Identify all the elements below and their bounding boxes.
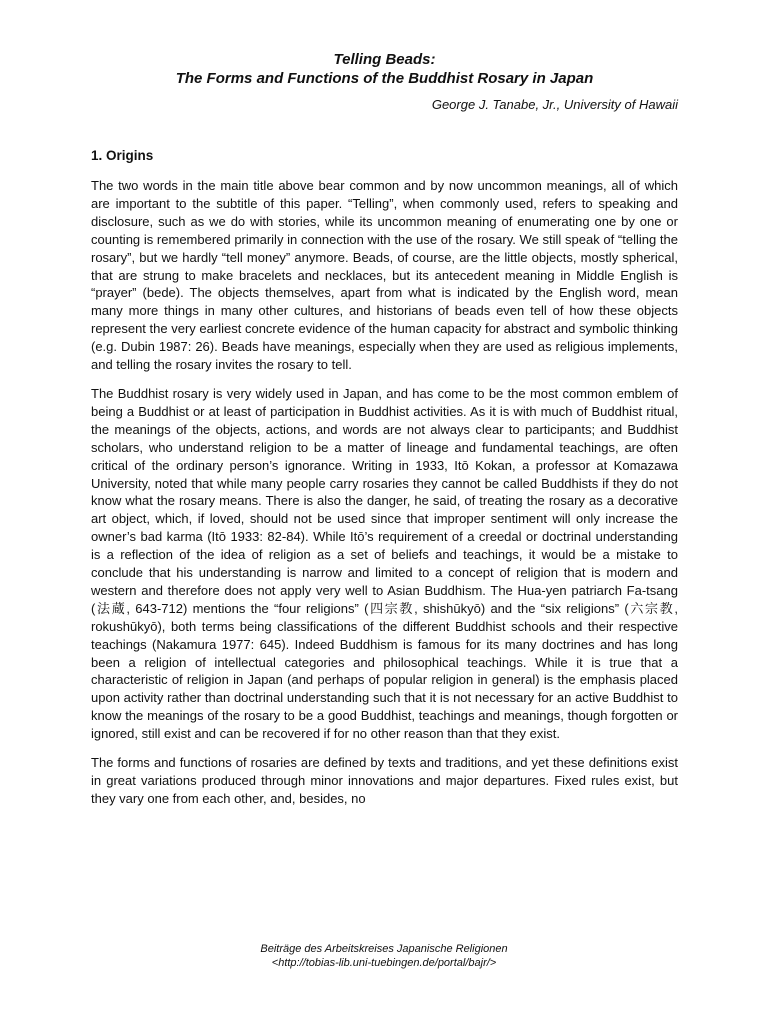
footer-url: <http://tobias-lib.uni-tuebingen.de/portal/bajr/> xyxy=(271,957,497,969)
paper-page xyxy=(91,50,678,808)
paper-title xyxy=(91,50,678,88)
author-affiliation: George J. Tanabe, Jr., University of Hawaii xyxy=(431,97,678,112)
footer-series-title: Beiträge des Arbeitskreises Japanische Religionen xyxy=(260,943,508,955)
body-paragraph-1: The two words in the main title above bear common and by now uncommon meanings, all of which are important to the subtitle of this paper. “Telling”, when commonly used, refers to speaking and disclosure, such as we do with stories, while its uncommon meaning of enumerating one by one or counting is remembered primarily in connection with the use of the rosary. We still speak of “telling the rosary”, but we hardly “tell money” anymore. Beads, of course, are the little objects, mostly spherical, that are strung to make bracelets and necklaces, but its antecedent meaning in Middle English is “prayer” (bede). The objects themselves, apart from what is indicated by the English word, mean many more things in many other cultures, and historians of beads even tell of how these objects represent the very earliest concrete evidence of the human capacity for abstract and symbolic thinking (e.g. Dubin 1987: 26). Beads have meanings, especially when they are used as religious implements, and telling the rosary invites the rosary to tell. xyxy=(91,178,678,373)
title-line-1: Telling Beads: xyxy=(333,51,436,68)
section-heading: 1. Origins xyxy=(91,148,154,163)
body-paragraph-2: The Buddhist rosary is very widely used in Japan, and has come to be the most common emblem of being a Buddhist or at least of participation in Buddhist activities. As it is with much of Buddhist ritual, the meanings of the objects, actions, and words are not always clear to participants; and Buddhist scholars, who understand religion to be a matter of lineage and fundamental teachings, are often critical of the ordinary person’s ignorance. Writing in 1933, Itō Kokan, a professor at Komazawa University, noted that while many people carry rosaries they cannot be called Buddhists if they do not know what the rosary means. There is also the danger, he said, of treating the rosary as a decorative art object, which, if loved, should not be used since that improper sentiment will only increase the owner’s bad karma (Itō 1933: 82-84). While Itō’s requirement of a creedal or doctrinal understanding is a reflection of the idea of religion as a set of beliefs and teachings, it would be a mistake to conclude that his understanding is narrow and limited to a concept of religion that is modern and western and therefore does not apply very well to Asian Buddhism. The Hua-yen patriarch Fa-tsang (法蔵, 643-712) mentions the “four religions” (四宗教, shishūkyō) and the “six religions” (六宗教, rokushūkyō), both terms being classifications of the different Buddhist schools and their respective teachings (Nakamura 1977: 645). Indeed Buddhism is famous for its many doctrines and has long been a religion of intellectual categories and philosophical teachings. While it is true that a characteristic of religion in Japan (and perhaps of popular religion in general) is the emphasis placed upon activity rather than doctrinal understanding such that it is not necessary for an active Buddhist to know the meanings of the rosary to be a good Buddhist, teachings and meanings, though forgotten or ignored, still exist and can be recovered if for no other reason than that they exist. xyxy=(91,385,678,742)
page-footer xyxy=(0,942,768,970)
body-paragraph-3: The forms and functions of rosaries are defined by texts and traditions, and yet these definitions exist in great variations produced through minor innovations and major departures. Fixed rules exist, but they vary one from each other, and, besides, no xyxy=(91,755,678,806)
title-line-2: The Forms and Functions of the Buddhist Rosary in Japan xyxy=(175,70,594,87)
